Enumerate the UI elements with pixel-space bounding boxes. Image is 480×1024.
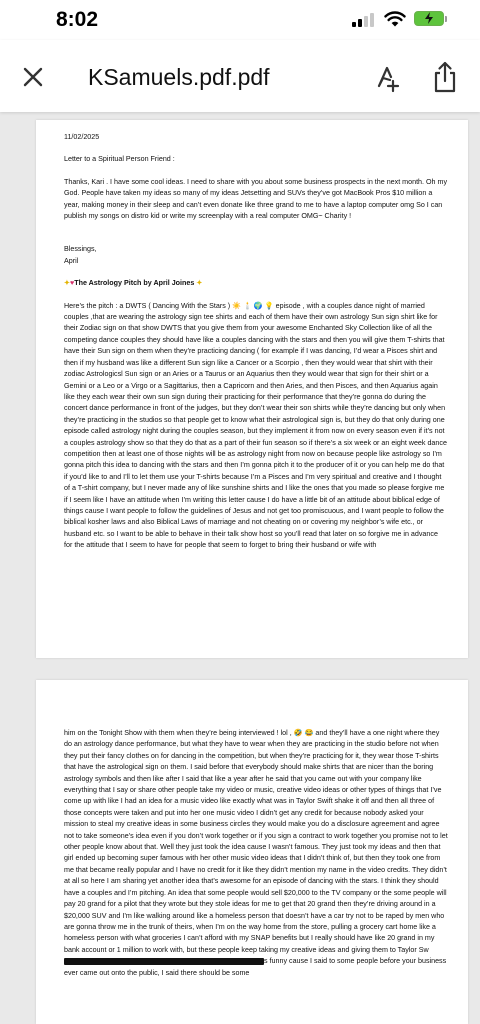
letter-salutation: Letter to a Spiritual Person Friend : [64, 155, 175, 164]
battery-tip [445, 16, 447, 22]
pdf-page-1[interactable] [36, 120, 468, 658]
letter-signature: April [64, 256, 79, 265]
sparkle-icon: ✦ [196, 279, 203, 288]
page-2-body-before: him on the Tonight Show with them when they’re being interviewed ! lol , 🤣 😂 and they’ll have a one night where they do an astrology dance performance, but what they have to wear when they are practicing in the studio before not when they put their fancy clothes on for dancing in the competition, but when they’re practicing for it, they wear those T-shirts that have the astrological sign on them. I said before that everybody should make shirts that are nicer than the boring astrology symbols and then like after I said that like a year after he said that you came out with your company like everything that I say or share other people take my video or music, creative video ideas or other types of things that I’ve come up with like I had an idea for a music video like exactly what was in Taylor Swift shake it off and then all three of those concepts were taken and put into her one music video I didn’t get any credit for because nobody asked your mission to steal my creative ideas in some business circles they would make you do a disclosure agreement and agree not to take someone’s idea even if you don’t work together or if you sign a contract to work together you promise not to let other people know about that. Well they just took the idea cause I wasn’t famous. They just took my ideas and then that girl ended up becoming super famous with her other music video ideas that I didn’t think of, but then they took one from me that became really popular and I have no credit for it like they didn’t mention my name in the video credits. They didn’t at all so here I am sharing yet another idea that’s awesome for an episode of dancing with the stars. I think they should have a couples and I’m pitching. An idea that some people would sell $20,000 to the TV company or the some people will pay 20 grand for a pilot that they wrote but they stole ideas for me to get that 20 grand then they’re driving around in a $20,000 SUV and I’m like walking around like a homeless person that doesn’t have a car try not to be raped by men who are gonna throw me in the trunk of theirs, when I’m on the way home from the store, pulling a grocery cart home like a homeless person with what groceries I can’t afford with my SNAP benefits but I really should have like 20 grand in my bank account or 1 million to work with, but these people keep taking my creative ideas and giving them to Taylor Sw [64, 729, 448, 954]
pitch-title-line [64, 278, 448, 289]
status-bar [0, 0, 480, 40]
page-2-body-after: s funny cause I said to some people before your business ever came out onto the public, I said there should be some [64, 957, 447, 977]
page-2-text [64, 728, 448, 979]
pitch-title: The Astrology Pitch by April Joines [74, 279, 195, 288]
signal-icon [352, 13, 374, 27]
share-icon[interactable] [430, 60, 460, 94]
page-2-content [64, 728, 448, 979]
sparkle-icon: ✦ [64, 279, 70, 288]
status-time: 8:02 [56, 8, 99, 31]
document-title: KSamuels.pdf.pdf [88, 64, 270, 90]
page-1-content [64, 132, 448, 552]
pdf-page-2[interactable] [36, 680, 468, 1024]
letter-date: 11/02/2025 [64, 133, 100, 141]
letter-closing: Blessings, [64, 245, 97, 254]
heart-icon: ♥ [69, 279, 75, 288]
pitch-body: Here’s the pitch : a DWTS ( Dancing With the Stars ) ☀️ 🕯️ 🌍 💡 episode , with a couples dance night of married couples ,that are wearing the astrology sign tee shirts and each of them have their own astrology Sun sign shirt like for their Zodiac sign on that show DWTS that you give them from your awesome Enchanted Sky Collection like of all the competing dance couples they should have like a couples dancing with the stars and then you will give them T-shirts that have their Sun sign on them when they’re practicing dancing ( for example if I was dancing, I’d wear a Pisces shirt and then if my husband was like a different Sun sign like a Cancer or a Scorpio , then they would wear that shirt with their zodiac Astrologicsl Sun sign or an Aries or a Taurus or an Aquarius then they would wear that sign for their shirt or a Gemini or a Leo or a Virgo or a Sagittarius, then a Capricorn and then Aries, and then Pisces, and then Aquarius again like they each wear their own sun sign during their practicing for their performance that they’re gonna do during the concert dance performance in front of the judges, but they don’t wear their son shirts while they’re dancing but only when they’re practicing in the studios so that people get to know what their astrological sign is, but they do that only during one episode called astrology night during the couples season, but they implement it from now on every season even if it’s not a couples astrology show so that they do that as a part of their fun season so if there’s a six week or an eight week dance competition then at least one of those nights will be as astrology night from now on because people like astrology so I’m gonna pitch this idea to dancing with the stars and then I’m gonna pitch it to the producer of it or you can help me do that if you’d like to and I’ll to let them use your T-shirts because I’m a Pisces and I’m very spiritual and creative and I thought of a T-shirt company, but I never made any of like sunshine shirts and I like the ones that you made so please forgive me if I seem like I have an attitude when I’m writing this letter cause I do have a little bit of an attitude about biblical edge of things cause I want people to follow the guidelines of Jesus and not get too promiscuous, and I want people to follow the biblical kosher laws and also Biblical Laws of marriage and not cheating on or covering my neighbor’s wife etc., or husband etc. so I want to be able to behave in their talk show host so you’ll read that later on so forgive me in advance for the attitude that I seem to have for people that seem to forget to bring their husband or wife with [64, 301, 447, 550]
viewer-toolbar [0, 40, 480, 112]
wifi-icon [384, 10, 406, 28]
letter-paragraph-1: Thanks, Kari . I have some cool ideas. I need to share with you about some business prospects in the next month. Oh my God. People have taken my ideas so many of my ideas Jetsetting and SUVs they’ve got MacBook Pros $10 million a year, making money in their sleep and can’t even donate like three grand to me to have a laptop computer omg So I can publish my songs on distro kid or write my screenplay with a real computer OMG~ Charity ! [64, 177, 448, 221]
redaction-bar [64, 958, 264, 965]
battery-charging-icon [414, 11, 444, 26]
close-icon[interactable] [18, 62, 48, 92]
add-signature-icon[interactable] [370, 62, 402, 94]
